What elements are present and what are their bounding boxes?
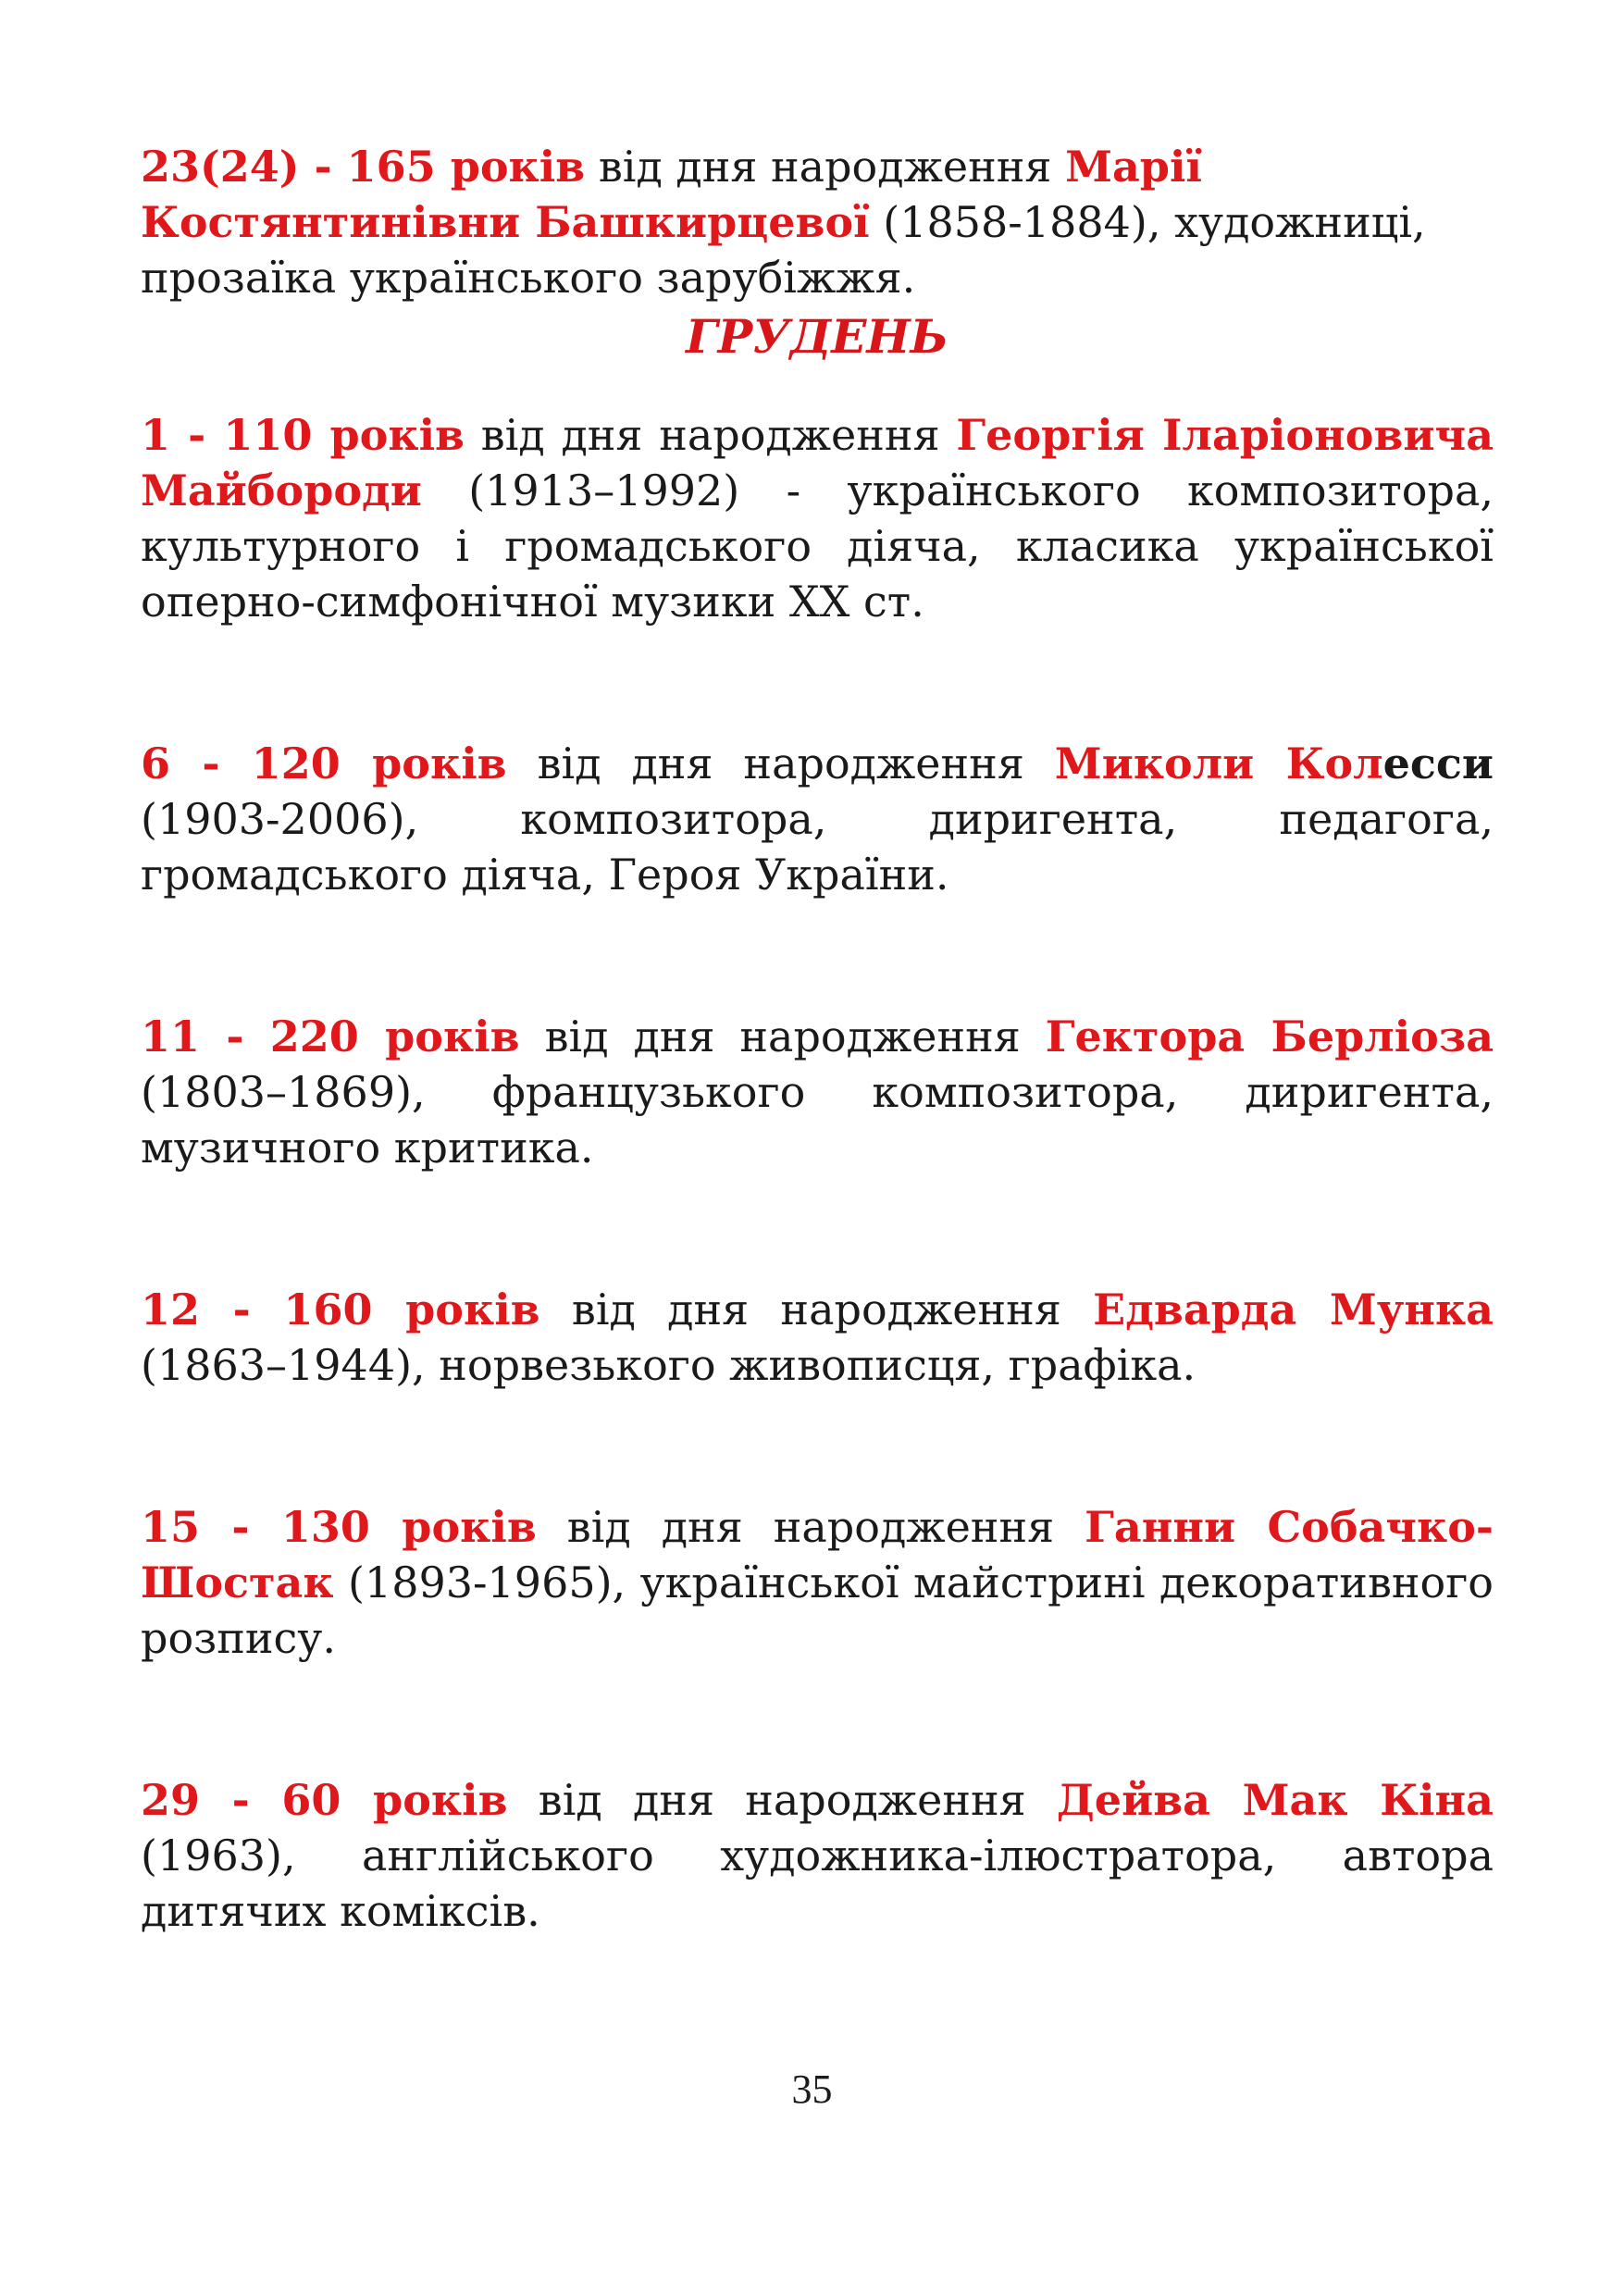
entry-description: (1963), англійського художника-ілюстратора, автора дитячих коміксів. bbox=[141, 1831, 1494, 1936]
month-heading: ГРУДЕНЬ bbox=[686, 309, 948, 364]
entry-date: 6 - 120 років bbox=[141, 738, 507, 788]
entry-text: від дня народження bbox=[539, 1285, 1094, 1334]
entry-person-name: Едварда Мунка bbox=[1093, 1285, 1494, 1334]
page-content bbox=[141, 139, 1494, 1939]
entry-text: від дня народження bbox=[506, 738, 1055, 788]
entry-text: від дня народження bbox=[585, 142, 1066, 192]
entry-munch bbox=[141, 1282, 1494, 1393]
entry-berlioz bbox=[141, 1009, 1494, 1175]
entry-date: 15 - 130 років bbox=[141, 1502, 537, 1552]
entry-kolessa bbox=[141, 736, 1494, 902]
entry-date: 11 - 220 років bbox=[141, 1011, 520, 1061]
entry-date: 12 - 160 років bbox=[141, 1285, 540, 1334]
spacer bbox=[141, 1175, 1494, 1282]
spacer bbox=[141, 1666, 1494, 1772]
entry-description: (1903-2006), композитора, диригента, педагога, громадського діяча, Героя України. bbox=[141, 794, 1494, 900]
entry-date: 29 - 60 років bbox=[141, 1775, 508, 1825]
entry-person-name: Гектора Берліоза bbox=[1045, 1011, 1494, 1061]
entry-text: від дня народження bbox=[465, 410, 957, 460]
spacer bbox=[141, 902, 1494, 1009]
entry-description: (1858-1884), художниці, прозаїка українського зарубіжжя. bbox=[141, 197, 1426, 303]
entry-date: 1 - 110 років bbox=[141, 410, 465, 460]
entry-person-name: Ганни Собачко-Шостак bbox=[141, 1502, 1494, 1607]
entry-text: від дня народження bbox=[536, 1502, 1085, 1552]
entry-person-name: Миколи Кол bbox=[1054, 738, 1383, 788]
entry-person-name: Дейва Мак Кіна bbox=[1056, 1775, 1494, 1825]
entry-sobachko-shostak bbox=[141, 1499, 1494, 1666]
entry-mckean bbox=[141, 1772, 1494, 1939]
entry-text: від дня народження bbox=[507, 1775, 1057, 1825]
entry-person-name-tail: есси bbox=[1382, 738, 1494, 788]
entry-description: (1863–1944), норвезького живописця, графіка. bbox=[141, 1340, 1196, 1390]
entry-date: 23(24) - 165 років bbox=[141, 142, 586, 192]
entry-text: від дня народження bbox=[519, 1011, 1046, 1061]
entry-description: (1803–1869), французького композитора, диригента, музичного критика. bbox=[141, 1067, 1494, 1173]
entry-bashkirtseva bbox=[141, 139, 1494, 305]
page-number: 35 bbox=[791, 2066, 833, 2112]
entry-description: (1893-1965), української майстрині декоративного розпису. bbox=[141, 1558, 1494, 1663]
entry-description: (1913–1992) - українського композитора, культурного і громадського діяча, класика української оперно-симфонічної музики ХХ ст. bbox=[141, 465, 1494, 627]
entry-person-name: Георгія Іларіоновича Майбороди bbox=[141, 410, 1494, 515]
entry-maiboroda bbox=[141, 407, 1494, 629]
entry-person-name: Марії Костянтинівни Башкирцевої bbox=[141, 142, 1202, 247]
spacer bbox=[141, 1393, 1494, 1499]
spacer bbox=[141, 629, 1494, 736]
